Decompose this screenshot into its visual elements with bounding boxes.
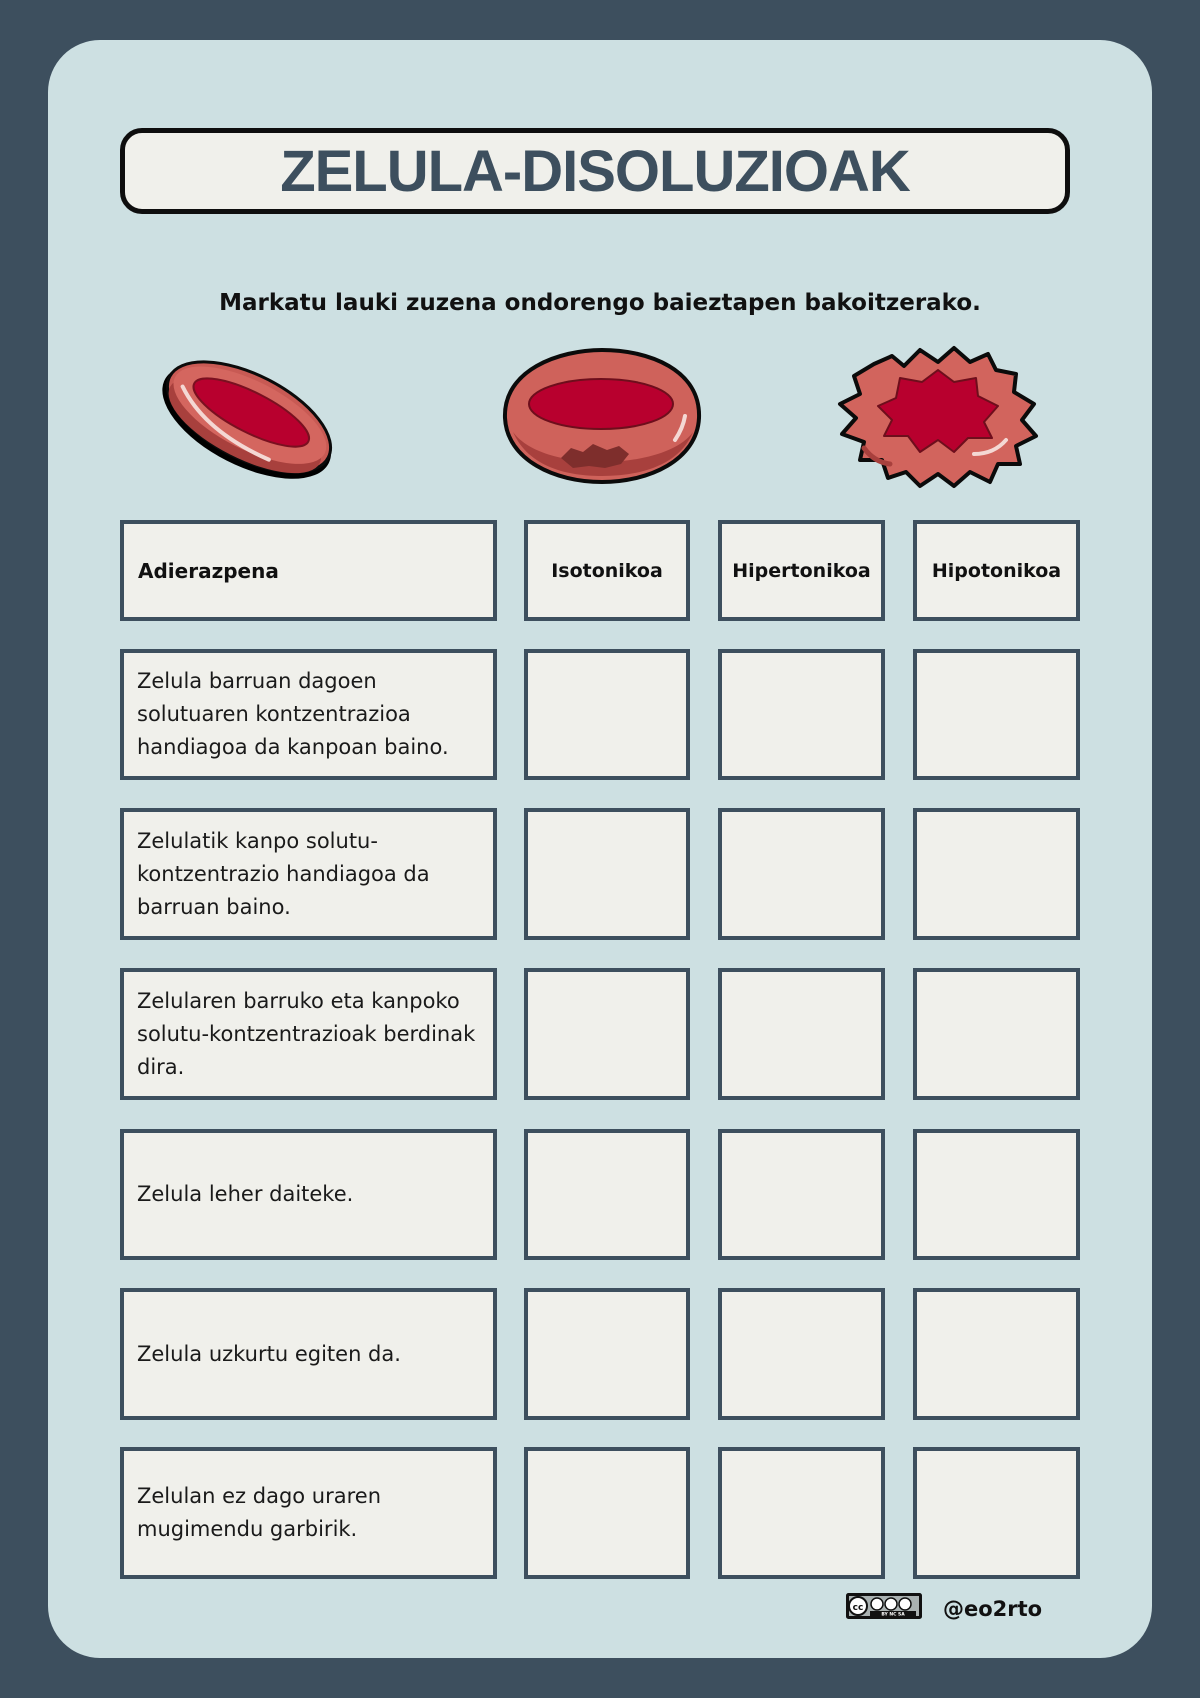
answer-box-hypotonic-row-4[interactable]	[913, 1129, 1080, 1260]
answer-box-isotonic-row-1[interactable]	[524, 649, 690, 780]
author-handle: @eo2rto	[943, 1597, 1043, 1621]
cc-by-nc-sa-icon	[846, 1593, 922, 1619]
answer-box-isotonic-row-3[interactable]	[524, 968, 690, 1100]
instruction-text: Markatu lauki zuzena ondorengo baieztapen bakoitzerako.	[219, 290, 981, 316]
statement-row-3: Zelularen barruko eta kanpoko solutu-kontzentrazioak berdinak dira.	[120, 968, 497, 1100]
worksheet	[48, 40, 1152, 1658]
answer-box-isotonic-row-5[interactable]	[524, 1288, 690, 1420]
answer-box-isotonic-row-6[interactable]	[524, 1447, 690, 1579]
shrunken-red-blood-cell-icon	[834, 336, 1042, 492]
page-title: ZELULA-DISOLUZIOAK	[280, 138, 910, 204]
answer-box-hypotonic-row-5[interactable]	[913, 1288, 1080, 1420]
title-banner	[120, 128, 1070, 214]
swollen-red-blood-cell-icon	[499, 340, 705, 490]
header-hypotonic: Hipotonikoa	[913, 520, 1080, 621]
answer-box-hypotonic-row-6[interactable]	[913, 1447, 1080, 1579]
answer-box-isotonic-row-2[interactable]	[524, 808, 690, 940]
answer-box-hypertonic-row-6[interactable]	[718, 1447, 885, 1579]
answer-box-hypotonic-row-1[interactable]	[913, 649, 1080, 780]
statement-row-6: Zelulan ez dago uraren mugimendu garbirik.	[120, 1447, 497, 1579]
answer-box-hypertonic-row-3[interactable]	[718, 968, 885, 1100]
statement-row-4: Zelula leher daiteke.	[120, 1129, 497, 1260]
svg-text:cc: cc	[852, 1603, 864, 1613]
answer-box-hypertonic-row-2[interactable]	[718, 808, 885, 940]
statement-row-2: Zelulatik kanpo solutu-kontzentrazio handiagoa da barruan baino.	[120, 808, 497, 940]
license-label: BY NC SA	[881, 1612, 905, 1618]
answer-box-isotonic-row-4[interactable]	[524, 1129, 690, 1260]
answer-box-hypertonic-row-1[interactable]	[718, 649, 885, 780]
header-statement: Adierazpena	[120, 520, 497, 621]
answer-box-hypotonic-row-2[interactable]	[913, 808, 1080, 940]
statement-row-1: Zelula barruan dagoen solutuaren kontzentrazioa handiagoa da kanpoan baino.	[120, 649, 497, 780]
header-isotonic: Isotonikoa	[524, 520, 690, 621]
normal-red-blood-cell-icon	[156, 342, 342, 492]
header-hypertonic: Hipertonikoa	[718, 520, 885, 621]
answer-box-hypotonic-row-3[interactable]	[913, 968, 1080, 1100]
statement-row-5: Zelula uzkurtu egiten da.	[120, 1288, 497, 1420]
answer-box-hypertonic-row-4[interactable]	[718, 1129, 885, 1260]
answer-box-hypertonic-row-5[interactable]	[718, 1288, 885, 1420]
